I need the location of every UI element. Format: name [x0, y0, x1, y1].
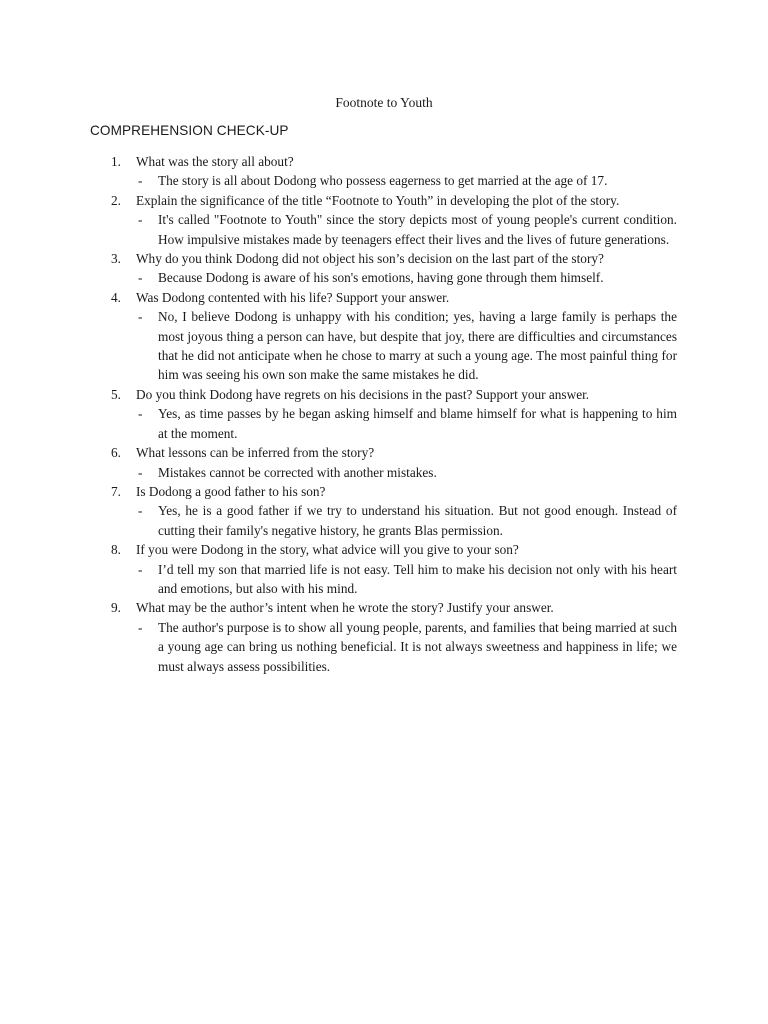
answer-item: [0, 268, 768, 287]
question-list: [0, 152, 768, 676]
answer-text: Yes, as time passes by he began asking himself and blame himself for what is happening to him at the moment.: [158, 406, 677, 441]
answer-text: I’d tell my son that married life is not easy. Tell him to make his decision not only with his heart and emotions, but also with his mind.: [158, 561, 677, 596]
question-item: [0, 598, 768, 676]
answer-item: [0, 404, 768, 443]
answer-text: The author's purpose is to show all young people, parents, and families that being married at such a young age can bring us nothing beneficial. It is not always sweetness and happiness in life; we must always assess possibilities.: [158, 619, 677, 674]
answer-item: [0, 618, 768, 676]
question-item: [0, 443, 768, 482]
question-text: What lessons can be inferred from the story?: [136, 445, 375, 461]
question-number: 2.: [111, 192, 121, 208]
answer-bullet: -: [138, 406, 143, 422]
question-number: 7.: [111, 483, 121, 499]
question-text: Explain the significance of the title “Footnote to Youth” in developing the plot of the story.: [136, 192, 620, 208]
document-title: Footnote to Youth: [335, 95, 433, 110]
answer-text: No, I believe Dodong is unhappy with his condition; yes, having a large family is perhaps the most joyous thing a person can have, but despite that joy, there are difficulties and circumstances that he did not anticipate when he chose to marry at such a young age. The most painful thing for him was seeing his own son make the same mistakes he did.: [158, 309, 677, 383]
question-text: What was the story all about?: [136, 154, 294, 169]
question-number: 9.: [111, 600, 121, 616]
answer-bullet: -: [138, 464, 143, 480]
answer-item: [0, 307, 768, 385]
question-text: Why do you think Dodong did not object his son’s decision on the last part of the story?: [136, 251, 604, 267]
answer-bullet: -: [138, 503, 143, 519]
section-heading: COMPREHENSION CHECK-UP: [90, 123, 289, 138]
question-item: [0, 288, 768, 385]
answer-bullet: -: [138, 561, 143, 577]
question-number: 1.: [111, 154, 121, 169]
answer-text: The story is all about Dodong who possess eagerness to get married at the age of 17.: [158, 173, 608, 189]
answer-text: Yes, he is a good father if we try to understand his situation. But not good enough. Instead of cutting their family's negative history, he grants Blas permission.: [158, 503, 677, 538]
answer-item: [0, 171, 768, 190]
question-number: 4.: [111, 289, 121, 305]
question-number: 8.: [111, 542, 121, 558]
answer-bullet: -: [138, 212, 143, 228]
answer-bullet: -: [138, 270, 143, 286]
question-item: [0, 385, 768, 443]
answer-text: Because Dodong is aware of his son's emotions, having gone through them himself.: [158, 270, 604, 286]
answer-item: [0, 463, 768, 482]
answer-bullet: -: [138, 619, 143, 635]
question-item: [0, 191, 768, 249]
question-text: What may be the author’s intent when he wrote the story? Justify your answer.: [136, 600, 554, 616]
question-number: 5.: [111, 386, 121, 402]
answer-text: It's called "Footnote to Youth" since the story depicts most of young people's current condition. How impulsive mistakes made by teenagers effect their lives and the lives of future generations.: [158, 212, 677, 247]
question-item: [0, 152, 768, 191]
question-item: [0, 482, 768, 540]
question-text: If you were Dodong in the story, what advice will you give to your son?: [136, 542, 519, 558]
question-text: Was Dodong contented with his life? Support your answer.: [136, 289, 450, 305]
question-item: [0, 540, 768, 598]
question-text: Is Dodong a good father to his son?: [136, 483, 326, 499]
answer-item: [0, 210, 768, 249]
answer-item: [0, 501, 768, 540]
question-number: 6.: [111, 445, 121, 461]
answer-text: Mistakes cannot be corrected with another mistakes.: [158, 464, 437, 480]
answer-bullet: -: [138, 173, 143, 189]
question-number: 3.: [111, 251, 121, 267]
question-text: Do you think Dodong have regrets on his decisions in the past? Support your answer.: [136, 386, 590, 402]
answer-bullet: -: [138, 309, 143, 325]
question-item: [0, 249, 768, 288]
answer-item: [0, 560, 768, 599]
